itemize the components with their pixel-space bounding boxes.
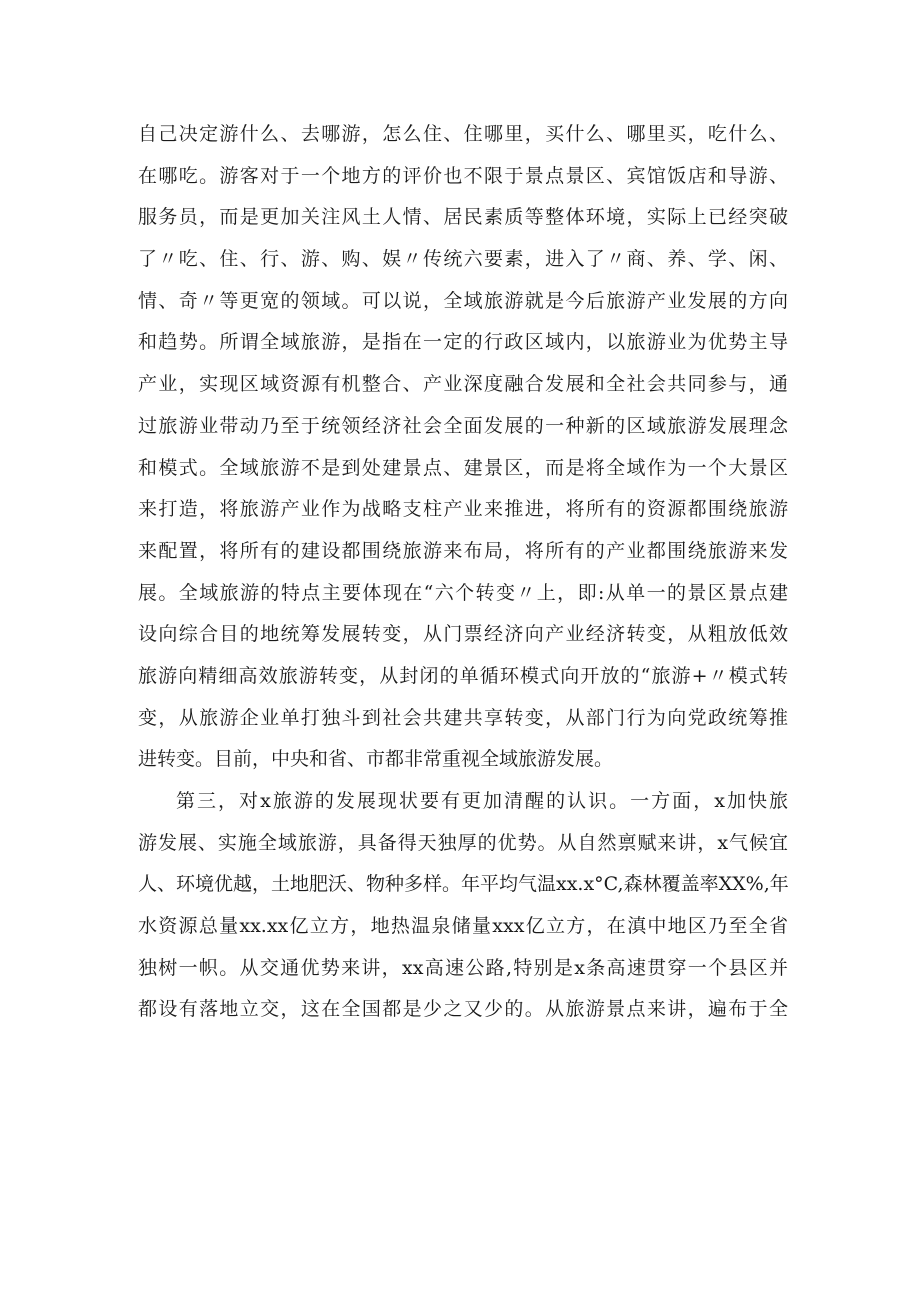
text-line: 情、奇〃等更宽的领域。可以说，全域旅游就是今后旅游产业发展的方向	[138, 289, 788, 312]
text-line: 过旅游业带动乃至于统领经济社会全面发展的一种新的区域旅游发展理念	[138, 414, 788, 437]
text-line: 和趋势。所谓全域旅游，是指在一定的行政区域内，以旅游业为优势主导	[138, 331, 788, 354]
text-line: 了〃吃、住、行、游、购、娱〃传统六要素，进入了〃商、养、学、闲、	[138, 248, 788, 271]
text-line: 自己决定游什么、去哪游，怎么住、住哪里，买什么、哪里买，吃什么、	[138, 123, 788, 145]
text-line: 第三，对x旅游的发展现状要有更加清醒的认识。一方面，x加快旅	[176, 790, 788, 812]
text-line: 服务员，而是更加关注风土人情、居民素质等整体环境，实际上已经突破	[138, 206, 788, 229]
text-line: 独树一帜。从交通优势来讲，xx高速公路,特别是x条高速贯穿一个县区并	[138, 956, 788, 979]
text-line: 和模式。全域旅游不是到处建景点、建景区，而是将全域作为一个大景区	[138, 456, 788, 479]
text-line: 来打造，将旅游产业作为战略支柱产业来推进，将所有的资源都围绕旅游	[138, 498, 788, 521]
paragraph-1	[138, 114, 788, 781]
text-line: 游发展、实施全域旅游，具备得天独厚的优势。从自然禀赋来讲，x气候宜	[138, 831, 788, 854]
text-line: 来配置，将所有的建设都围绕旅游来布局，将所有的产业都围绕旅游来发	[138, 539, 788, 562]
text-line: 进转变。目前，中央和省、市都非常重视全域旅游发展。	[138, 748, 614, 771]
paragraph-2	[138, 781, 788, 1031]
text-line: 人、环境优越，土地肥沃、物种多样。年平均气温xx.x°C,森林覆盖率XX%,年	[138, 873, 789, 896]
text-line: 水资源总量xx.xx亿立方，地热温泉储量xxx亿立方，在滇中地区乃至全省	[138, 915, 788, 938]
text-line: 旅游向精细高效旅游转变，从封闭的单循环模式向开放的“旅游+〃模式转	[138, 664, 788, 687]
text-line: 都设有落地立交，这在全国都是少之又少的。从旅游景点来讲，遍布于全	[138, 998, 788, 1021]
text-line: 设向综合目的地统筹发展转变，从门票经济向产业经济转变，从粗放低效	[138, 623, 788, 646]
text-line: 在哪吃。游客对于一个地方的评价也不限于景点景区、宾馆饭店和导游、	[138, 164, 788, 187]
body-text	[138, 114, 788, 1031]
text-line: 展。全域旅游的特点主要体现在“六个转变〃上，即:从单一的景区景点建	[138, 581, 788, 604]
text-line: 变，从旅游企业单打独斗到社会共建共享转变，从部门行为向党政统筹推	[138, 706, 788, 729]
text-line: 产业，实现区域资源有机整合、产业深度融合发展和全社会共同参与，通	[138, 373, 788, 396]
